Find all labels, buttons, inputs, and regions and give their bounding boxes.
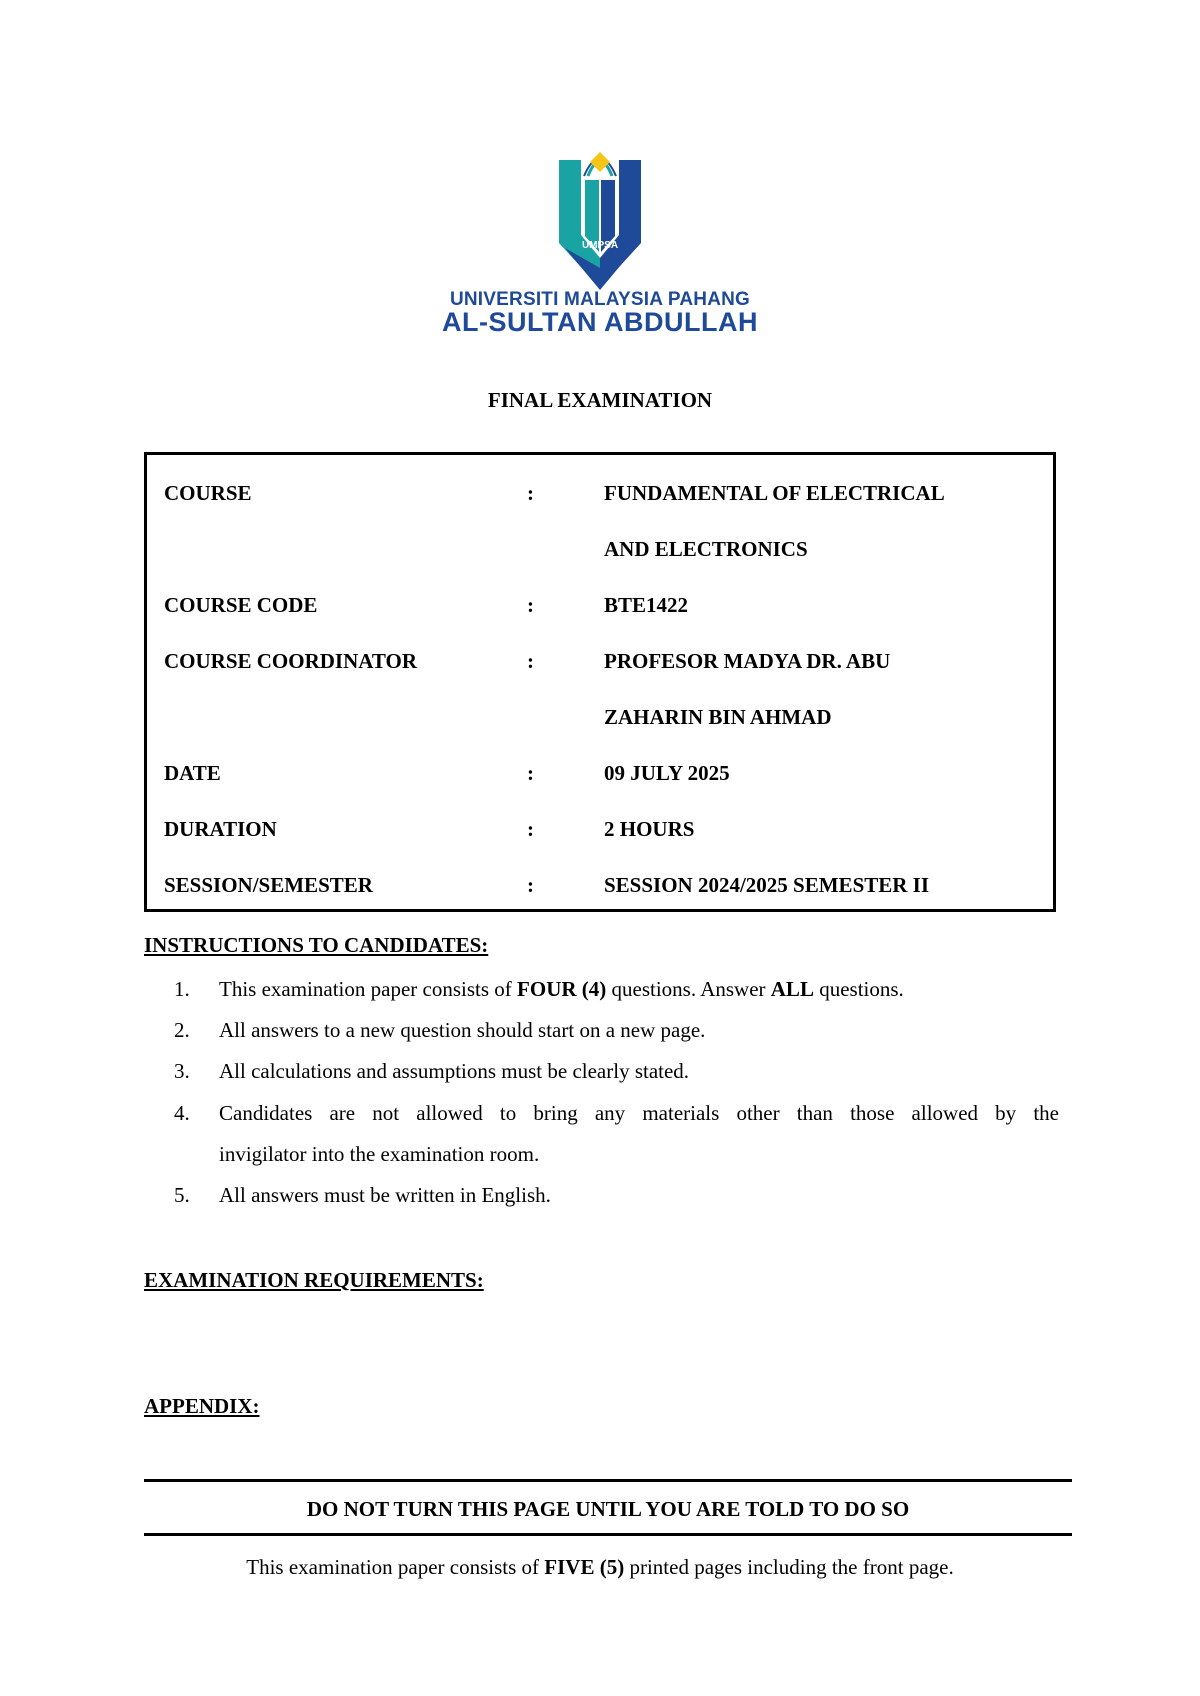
coordinator-label: COURSE COORDINATOR — [164, 649, 418, 673]
instruction-number: 5. — [174, 1183, 190, 1207]
instruction-item — [0, 977, 1200, 1007]
instruction-text: This examination paper consists of FOUR (4) questions. Answer ALL questions. — [219, 977, 904, 1001]
instruction-number: 3. — [174, 1059, 190, 1083]
course-info-box — [144, 452, 1056, 912]
instruction-item — [0, 1101, 1200, 1171]
instruction-text: All calculations and assumptions must be clearly stated. — [219, 1059, 690, 1083]
instruction-text-line2: invigilator into the examination room. — [219, 1142, 540, 1166]
instruction-item — [0, 1018, 1200, 1048]
coordinator-value-line2: ZAHARIN BIN AHMAD — [604, 705, 832, 729]
course-value-line2: AND ELECTRONICS — [604, 537, 808, 561]
course-code-row — [147, 593, 1053, 623]
instruction-number: 4. — [174, 1101, 190, 1125]
colon: : — [527, 649, 534, 673]
instruction-text: All answers to a new question should start on a new page. — [219, 1018, 706, 1042]
date-label: DATE — [164, 761, 221, 785]
bottom-divider — [144, 1533, 1072, 1536]
exam-title: FINAL EXAMINATION — [487, 388, 713, 412]
coordinator-row — [147, 649, 1053, 729]
colon: : — [527, 761, 534, 785]
course-value-line1: FUNDAMENTAL OF ELECTRICAL — [604, 481, 945, 505]
appendix-heading: APPENDIX: — [144, 1394, 260, 1418]
session-row — [147, 873, 1053, 903]
requirements-heading: EXAMINATION REQUIREMENTS: — [144, 1268, 484, 1292]
instruction-number: 2. — [174, 1018, 190, 1042]
logo-diamond — [590, 152, 610, 172]
logo-badge-text: UMPSA — [581, 240, 619, 251]
date-value: 09 JULY 2025 — [604, 761, 730, 785]
instruction-number: 1. — [174, 977, 190, 1001]
duration-value: 2 HOURS — [604, 817, 695, 841]
date-row — [147, 761, 1053, 791]
do-not-turn-notice: DO NOT TURN THIS PAGE UNTIL YOU ARE TOLD TO DO SO — [306, 1497, 910, 1521]
course-code-label: COURSE CODE — [164, 593, 318, 617]
instructions-heading: INSTRUCTIONS TO CANDIDATES: — [144, 933, 489, 957]
coordinator-value-line1: PROFESOR MADYA DR. ABU — [604, 649, 891, 673]
colon: : — [527, 481, 534, 505]
university-name-line2: AL-SULTAN ABDULLAH — [442, 307, 758, 337]
page-count-footer: This examination paper consists of FIVE (5) printed pages including the front page. — [246, 1555, 954, 1579]
instruction-text-line1: Candidates are not allowed to bring any materials other than those allowed by the — [219, 1101, 1059, 1125]
course-code-value: BTE1422 — [604, 593, 689, 617]
university-name-line1: UNIVERSITI MALAYSIA PAHANG — [449, 289, 751, 310]
colon: : — [527, 873, 534, 897]
instruction-text: All answers must be written in English. — [219, 1183, 551, 1207]
colon: : — [527, 817, 534, 841]
instruction-item — [0, 1183, 1200, 1213]
course-label: COURSE — [164, 481, 252, 505]
top-divider — [144, 1479, 1072, 1482]
session-label: SESSION/SEMESTER — [164, 873, 373, 897]
instruction-item — [0, 1059, 1200, 1089]
duration-row — [147, 817, 1053, 847]
session-value: SESSION 2024/2025 SEMESTER II — [604, 873, 930, 897]
duration-label: DURATION — [164, 817, 277, 841]
colon: : — [527, 593, 534, 617]
course-row — [147, 481, 1053, 561]
logo-shield-tip — [565, 248, 635, 290]
